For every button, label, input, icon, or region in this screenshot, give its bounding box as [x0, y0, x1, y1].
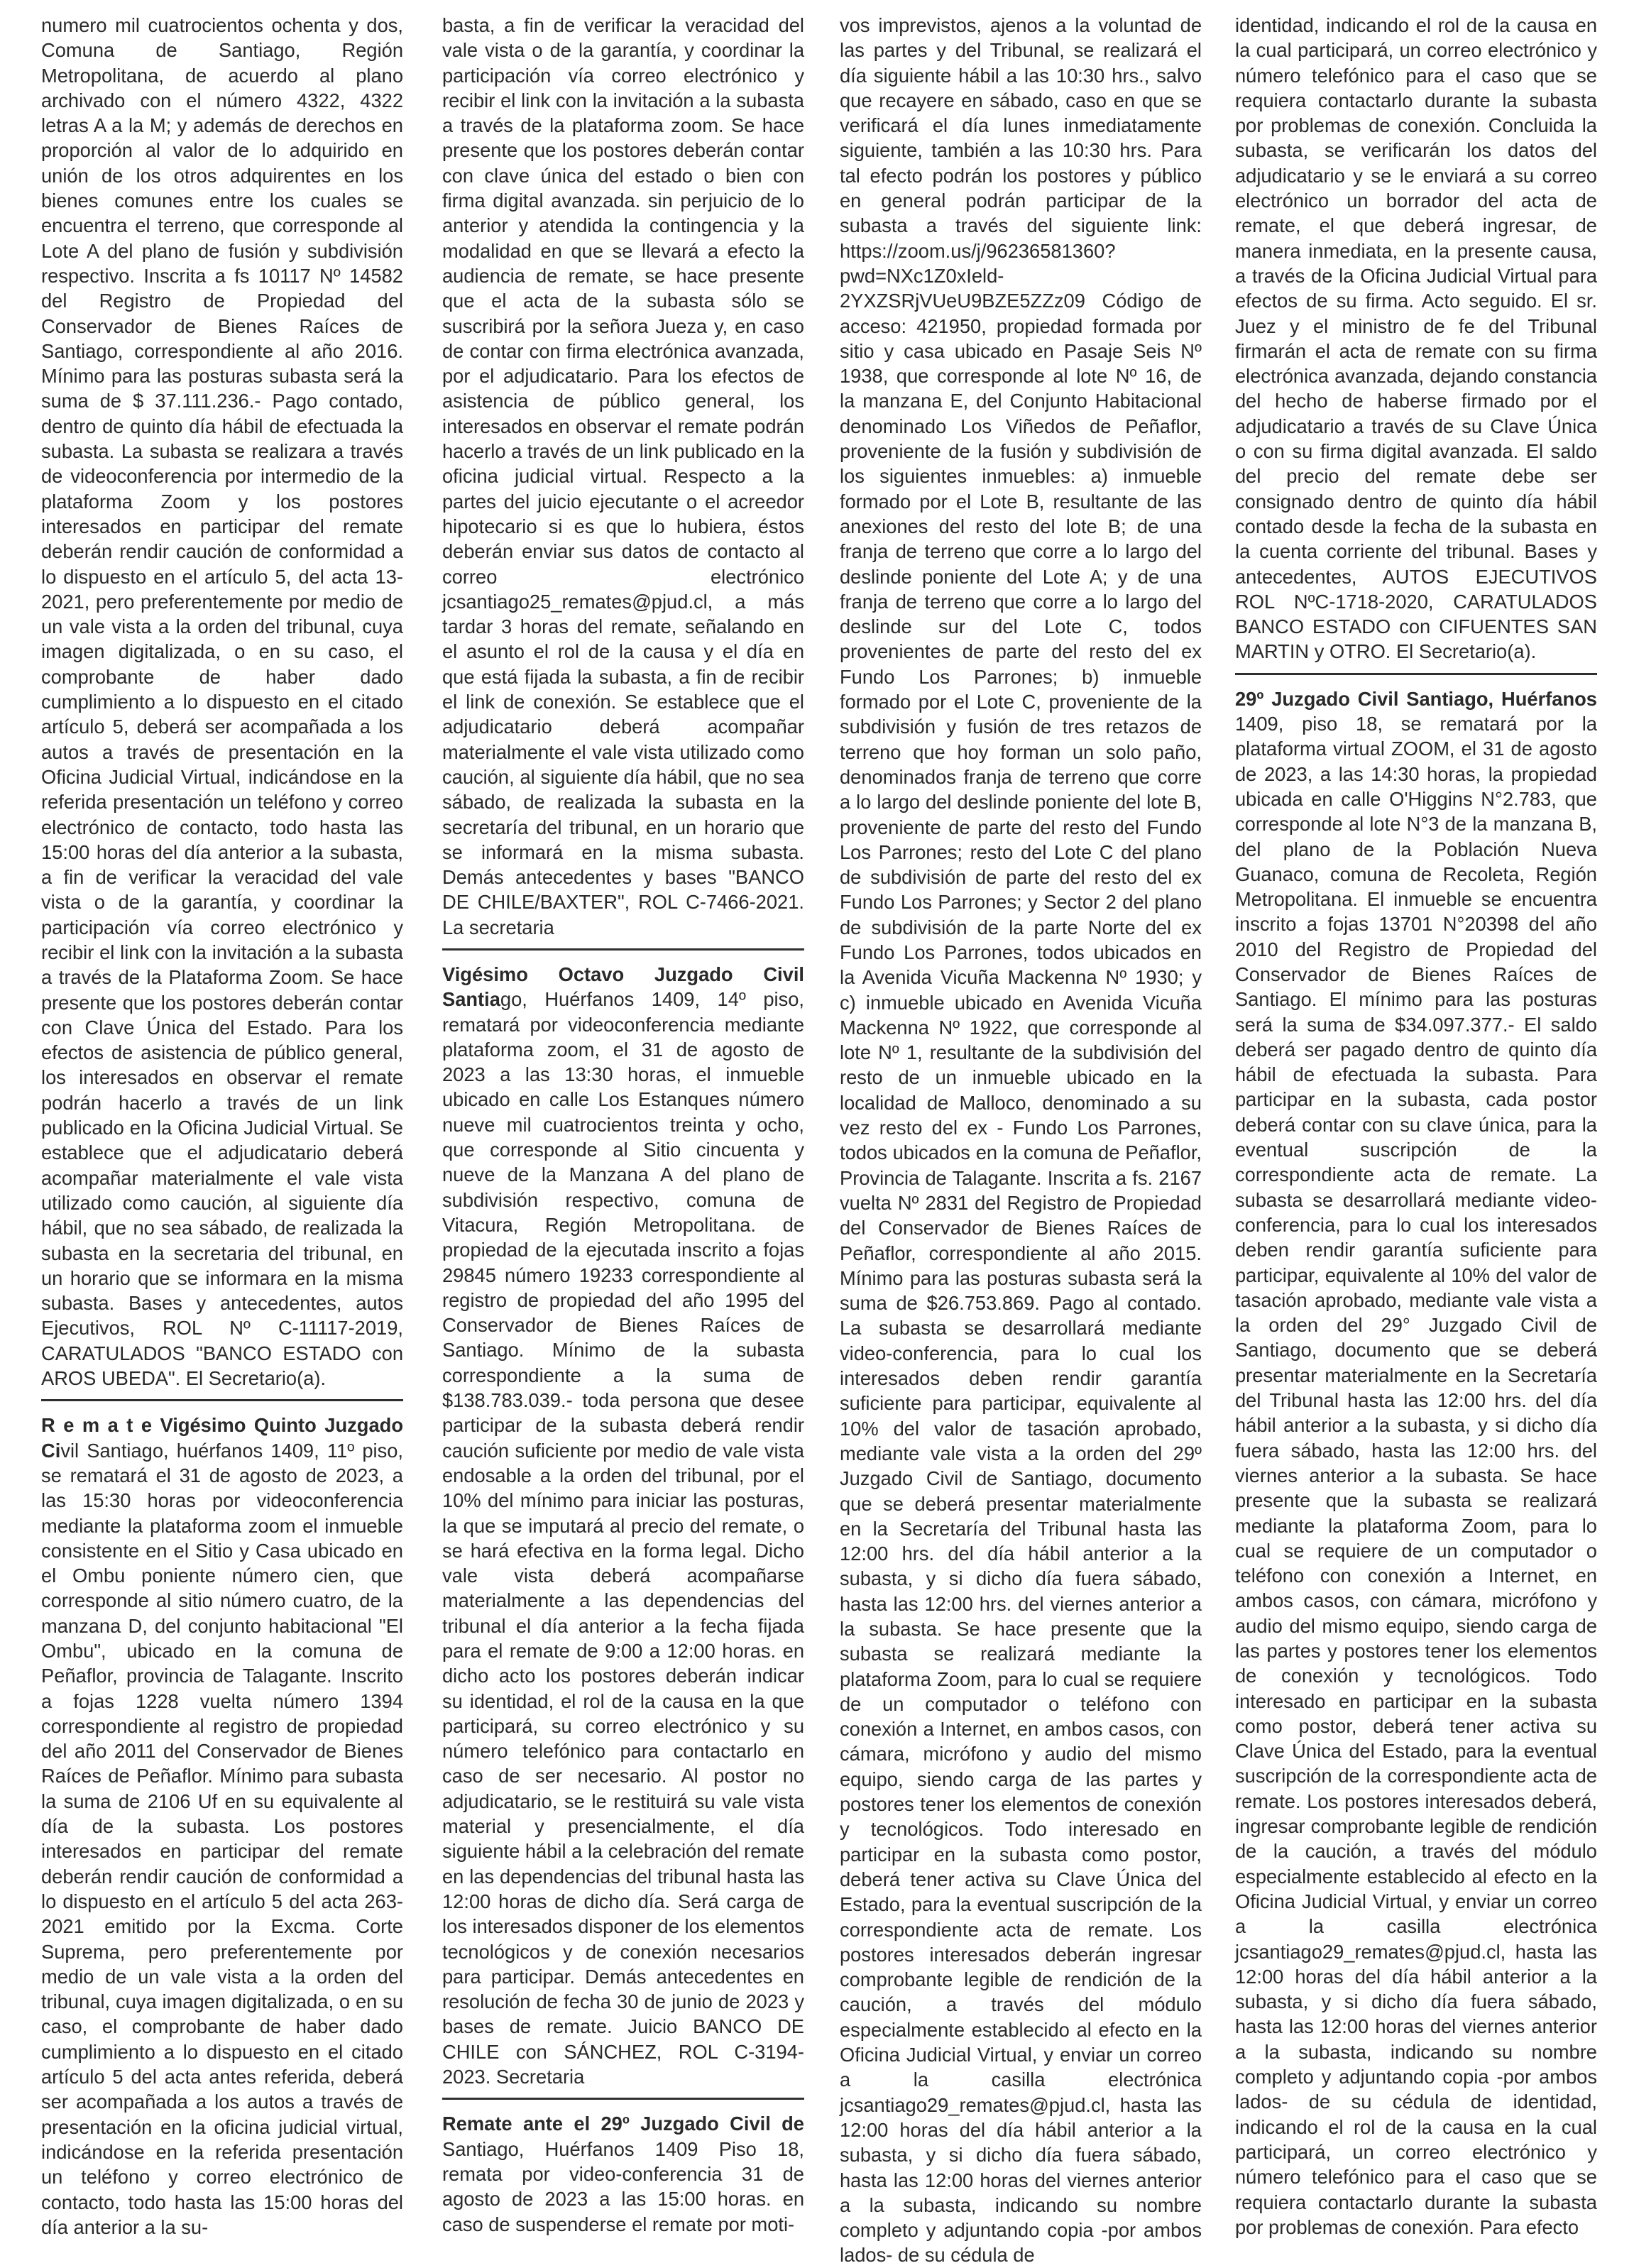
- notice-body: vil Santiago, huérfanos 1409, 11º piso, se rematará el 31 de agosto de 2023, a las 15:30 horas por videoconferencia mediante la plataforma zoom el inmueble consistente en el Sitio y Casa ubicado en el Ombu poniente número cien, que corresponde al sitio número cuatro, de la manzana D, del conjunto habitacional "El Ombu", ubicado en la comuna de Peñaflor, provincia de Talagante. Inscrito a fojas 1228 vuelta número 1394 correspondiente al registro de propiedad del año 2011 del Conservador de Bienes Raíces de Peñaflor. Mínimo para subasta la suma de 2106 Uf en su equivalente al día de la subasta. Los postores interesados en participar del remate deberán rendir caución de conformidad a lo dispuesto en el artículo 5 del acta 263-2021 emitido por la Excma. Corte Suprema, pero preferentemente por medio de un vale vista a la orden del tribunal, cuya imagen digitalizada, o en su caso, el comprobante de haber dado cumplimiento a lo dispuesto en el citado artículo 5 del acta antes referida, deberá ser acompañada a los autos a través de presentación en la oficina judicial virtual, indicándose en la referida presentación un teléfono y correo electrónico de contacto, todo hasta las 15:00 horas del día anterior a la su-: [41, 1439, 403, 2238]
- notice-divider: [41, 1399, 403, 1401]
- notice-continuation-text: vos imprevistos, ajenos a la voluntad de las partes y del Tribunal, se realizará el día siguiente hábil a las 10:30 hrs., salvo que recayere en sábado, caso en que se verificará el día lunes inmediatamente siguiente, también a las 10:30 hrs. Para tal efecto podrán los postores y público en general podrán participar de la subasta a través del siguiente link: https://zoom.us/j/96236581360?pwd=NXc1Z0xIeld-2YXZSRjVUeU9BZE5ZZz09 Código de acceso: 421950, propiedad formada por sitio y casa ubicado en Pasaje Seis Nº 1938, que corresponde al lote Nº 16, de la manzana E, del Conjunto Habitacional denominado Los Viñedos de Peñaflor, proveniente de la fusión y subdivisión de los siguientes inmuebles: a) inmueble formado por el Lote B, resultante de las anexiones del resto del lote B; de una franja de terreno que corre a lo largo del deslinde poniente del Lote A; y de una franja de terreno que corre a lo largo del deslinde sur del Lote C, todos provenientes de parte del resto del ex Fundo Los Parrones; b) inmueble formado por el Lote C, proveniente de la subdivisión y fusión de tres retazos de terreno que hoy forman un solo paño, denominados franja de terreno que corre a lo largo del deslinde poniente del lote B, proveniente de parte del resto del Fundo Los Parrones; resto del Lote C del plano de subdivisión de parte del resto del ex Fundo Los Parrones; y Sector 2 del plano de subdivisión de la parte Norte del ex Fundo Los Parrones, todos ubicados en la Avenida Vicuña Mackenna Nº 1930; y c) inmueble ubicado en Avenida Vicuña Mackenna Nº 1922, que corresponde al lote Nº 1, resultante de la subdivisión del resto de un inmueble ubicado en la localidad de Malloco, denominado a su vez resto del ex - Fundo Los Parrones, todos ubicados en la comuna de Peñaflor, Provincia de Talagante. Inscrita a fs. 2167 vuelta Nº 2831 del Registro de Propiedad del Conservador de Bienes Raíces de Peñaflor, correspondiente al año 2015. Mínimo para las posturas subasta será la suma de $26.753.869. Pago al contado. La subasta se desarrollará mediante video-conferencia, para lo cual los interesados deben rendir garantía suficiente para participar, equivalente al 10% del valor de tasación aprobado, mediante vale vista a la orden del 29º Juzgado Civil de Santiago, documento que se deberá presentar materialmente en la Secretaría del Tribunal hasta las 12:00 hrs. del día hábil anterior a la subasta, y si dicho día fuera sábado, hasta las 12:00 hrs. del viernes anterior a la subasta. Se hace presente que la subasta se realizará mediante la plataforma Zoom, para lo cual se requiere de un computador o teléfono con conexión a Internet, en ambos casos, con cámara, micrófono y audio del mismo equipo, siendo carga de las partes y postores tener los elementos de conexión y tecnológicos. Todo interesado en participar en la subasta como postor, deberá tener activa su Clave Única del Estado, para la eventual suscripción de la correspondiente acta de remate. Los postores interesados deberán ingresar comprobante legible de rendición de la caución, a través del módulo especialmente establecido al efecto en la Oficina Judicial Virtual, y enviar un correo a la casilla electrónica jcsantiago29_remates@pjud.cl, hasta las 12:00 horas del día hábil anterior a la subasta, y si dicho día fuera sábado, hasta las 12:00 horas del viernes anterior a la subasta, indicando su nombre completo y adjuntando copia -por ambos lados- de su cédula de: [840, 14, 1202, 2267]
- notice-heading: Remate ante el 29º Juzgado Civil de: [442, 2113, 804, 2135]
- notice-heading: 29º Juzgado Civil Santiago, Huérfanos: [1235, 687, 1597, 710]
- notice-28-juzgado: [442, 962, 804, 2089]
- notice-divider: [442, 948, 804, 951]
- notice-continuation-text: identidad, indicando el rol de la causa en la cual participará, un correo electrónico y número telefónico para el caso que se requiera contactarlo durante la subasta por problemas de conexión. Concluida la subasta, se verificarán los datos del adjudicatario y se le enviará a su correo electrónico un borrador del acta de remate, el que deberá ingresar, de manera inmediata, en la presente causa, a través de la Oficina Judicial Virtual para efectos de su firma. Acto seguido. El sr. Juez y el ministro de fe del Tribunal firmarán el acta de remate con su firma electrónica avanzada, dejando constancia del hecho de haberse firmado por el adjudicatario a través de su Clave Única o con su firma digital avanzada. El saldo del precio del remate debe ser consignado dentro de quinto día hábil contado desde la fecha de la subasta en la cuenta corriente del tribunal. Bases y antecedentes, AUTOS EJECUTIVOS ROL NºC-1718-2020, CARATULADOS BANCO ESTADO con CIFUENTES SAN MARTIN y OTRO. El Secretario(a).: [1235, 14, 1597, 663]
- notice-body: go, Huérfanos 1409, 14º piso, rematará por videoconferencia mediante plataforma zoom, el 31 de agosto de 2023 a las 13:30 horas, el inmueble ubicado en calle Los Estanques número nueve mil cuatrocientos treinta y ocho, que corresponde al Sitio cincuenta y nueve de la Manzana A del plano de subdivisión respectivo, comuna de Vitacura, Región Metropolitana. de propiedad de la ejecutada inscrito a fojas 29845 número 19233 correspondiente al registro de propiedad del año 1995 del Conservador de Bienes Raíces de Santiago. Mínimo de la subasta correspondiente a la suma de $138.783.039.- toda persona que desee participar de la subasta deberá rendir caución suficiente por medio de vale vista endosable a la orden del tribunal, por el 10% del mínimo para iniciar las posturas, la que se imputará al precio del remate, o se hará efectiva en la forma legal. Dicho vale vista deberá acompañarse materialmente a las dependencias del tribunal el día anterior a la fecha fijada para el remate de 9:00 a 12:00 horas. en dicho acto los postores deberán indicar su identidad, el rol de la causa en la que participará, su correo electrónico y su número telefónico para contactarlo en caso de ser necesario. Al postor no adjudicatario, se le restituirá su vale vista material y presencialmente, el día siguiente hábil a la celebración del remate en las dependencias del tribunal hasta las 12:00 horas de dicho día. Será carga de los interesados disponer de los elementos tecnológicos y de conexión necesarios para participar. Demás antecedentes en resolución de fecha 30 de junio de 2023 y bases de remate. Juicio BANCO DE CHILE con SÁNCHEZ, ROL C-3194-2023. Secretaria: [442, 988, 804, 2088]
- notice-29-juzgado-remate: [442, 2111, 804, 2236]
- column-2: [442, 13, 804, 2235]
- notice-divider: [1235, 673, 1597, 675]
- newspaper-page: [41, 13, 1606, 2267]
- notice-heading: Vigésimo Octavo Juzgado Civil Santia: [442, 963, 804, 1011]
- notice-25-juzgado: [41, 1413, 403, 2240]
- notice-heading: R e m a t e Vigésimo Quinto Juzgado Ci: [41, 1414, 403, 1462]
- notice-29-juzgado: [1235, 686, 1597, 2240]
- notice-body: 1409, piso 18, se rematará por la plataforma virtual ZOOM, el 31 de agosto de 2023, a las 14:30 horas, la propiedad ubicada en calle O'Higgins N°2.783, que corresponde al lote N°3 de la manzana B, del plano de la Población Nueva Guanaco, comuna de Recoleta, Región Metropolitana. El inmueble se encuentra inscrito a fojas 13701 N°20398 del año 2010 del Registro de Propiedad del Conservador de Bienes Raíces de Santiago. El mínimo para las posturas será la suma de $34.097.377.- El saldo deberá ser pagado dentro de quinto día hábil de efectuada la subasta. Para participar en la subasta, cada postor deberá contar con su clave única, para la eventual suscripción de la correspondiente acta de remate. La subasta se desarrollará mediante video-conferencia, para lo cual los interesados deben rendir garantía suficiente para participar, equivalente al 10% del valor de tasación aprobado, mediante vale vista a la orden del 29° Juzgado Civil de Santiago, documento que se deberá presentar materialmente en la Secretaría del Tribunal hasta las 12:00 hrs. del día hábil anterior a la subasta, y si dicho día fuera sábado, hasta las 12:00 hrs. del viernes anterior a la subasta. Se hace presente que la subasta se realizará mediante la plataforma Zoom, para lo cual se requiere de un computador o teléfono con conexión a Internet, en ambos casos, con cámara, micrófono y audio del mismo equipo, siendo carga de las partes y postores tener los elementos de conexión y tecnológicos. Todo interesado en participar en la subasta como postor, deberá tener activa su Clave Única del Estado, para la eventual suscripción de la correspondiente acta de remate. Los postores interesados deberá, ingresar comprobante legible de rendición de la caución, a través del módulo especialmente establecido al efecto en la Oficina Judicial Virtual, y enviar un correo a la casilla electrónica jcsantiago29_remates@pjud.cl, hasta las 12:00 horas del día hábil anterior a la subasta, y si dicho día fuera sábado, hasta las 12:00 horas del viernes anterior a la subasta, indicando su nombre completo y adjuntando copia -por ambos lados- de su cédula de identidad, indicando el rol de la causa en la cual participará, un correo electrónico y número telefónico para el caso que se requiera contactarlo durante la subasta por problemas de conexión. Para efecto: [1235, 713, 1597, 2238]
- notice-divider: [442, 2098, 804, 2100]
- column-1: [41, 13, 403, 2238]
- notice-continuation-text: basta, a fin de verificar la veracidad del vale vista o de la garantía, y coordinar la participación vía correo electrónico y recibir el link con la invitación a la subasta a través de la plataforma zoom. Se hace presente que los postores deberán contar con clave única del estado o bien con firma digital avanzada. sin perjuicio de lo anterior y atendida la contingencia y la modalidad en que se llevará a efecto la audiencia de remate, se hace presente que el acta de la subasta sólo se suscribirá por la señora Jueza y, en caso de contar con firma electrónica avanzada, por el adjudicatario. Para los efectos de asistencia de público general, los interesados en observar el remate podrán hacerlo a través de un link publicado en la oficina judicial virtual. Respecto a la partes del juicio ejecutante o el acreedor hipotecario si es que lo hubiera, éstos deberán enviar sus datos de contacto al correo electrónico jcsantiago25_remates@pjud.cl, a más tardar 3 horas del remate, señalando en el asunto el rol de la causa y el día en que está fijada la subasta, a fin de recibir el link de conexión. Se establece que el adjudicatario deberá acompañar materialmente el vale vista utilizado como caución, al siguiente día hábil, que no sea sábado, de realizada la subasta en la secretaría del tribunal, en un horario que se informará en la misma subasta. Demás antecedentes y bases "BANCO DE CHILE/BAXTER", ROL C-7466-2021. La secretaria: [442, 14, 804, 938]
- notice-body: Santiago, Huérfanos 1409 Piso 18, remata por video-conferencia 31 de agosto de 2023 a las 15:00 horas. en caso de suspenderse el remate por moti-: [442, 2137, 804, 2235]
- column-3: [840, 13, 1202, 2267]
- column-4: [1235, 13, 1597, 2238]
- notice-continuation-text: numero mil cuatrocientos ochenta y dos, Comuna de Santiago, Región Metropolitana, de acuerdo al plano archivado con el número 4322, 4322 letras A a la M; y además de derechos en proporción al valor de lo adquirido en unión de los otros adquirentes en los bienes comunes entre los cuales se encuentra el terreno, que corresponde al Lote A del plano de fusión y subdivisión respectivo. Inscrita a fs 10117 Nº 14582 del Registro de Propiedad del Conservador de Bienes Raíces de Santiago, correspondiente al año 2016. Mínimo para las posturas subasta será la suma de $ 37.111.236.- Pago contado, dentro de quinto día hábil de efectuada la subasta. La subasta se realizara a través de videoconferencia por intermedio de la plataforma Zoom y los postores interesados en participar del remate deberán rendir caución de conformidad a lo dispuesto en el artículo 5, del acta 13-2021, pero preferentemente por medio de un vale vista a la orden del tribunal, cuya imagen digitalizada, o en su caso, el comprobante de haber dado cumplimiento a lo dispuesto en el citado artículo 5, deberá ser acompañada a los autos a través de presentación en la Oficina Judicial Virtual, indicándose en la referida presentación un teléfono y correo electrónico de contacto, todo hasta las 15:00 horas del día anterior a la subasta, a fin de verificar la veracidad del vale vista o de la garantía, y coordinar la participación vía correo electrónico y recibir el link con la invitación a la subasta a través de la Plataforma Zoom. Se hace presente que los postores deberán contar con Clave Única del Estado. Para los efectos de asistencia de público general, los interesados en observar el remate podrán hacerlo a través de un link publicado en la Oficina Judicial Virtual. Se establece que el adjudicatario deberá acompañar materialmente el vale vista utilizado como caución, al siguiente día hábil, que no sea sábado, de realizada la subasta en la secretaria del tribunal, en un horario que se informara en la misma subasta. Bases y antecedentes, autos Ejecutivos, ROL Nº C-11117-2019, CARATULADOS "BANCO ESTADO con AROS UBEDA". El Secretario(a).: [41, 14, 403, 1390]
